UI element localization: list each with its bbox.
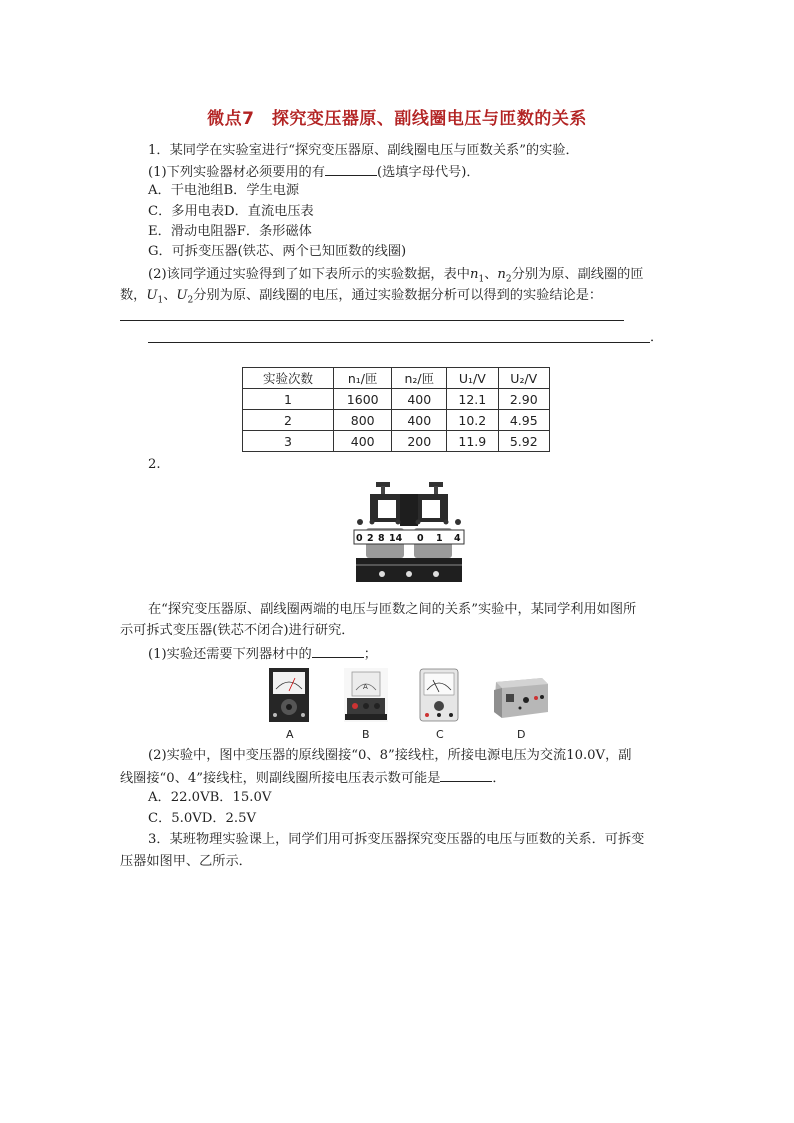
meter-label-d: D bbox=[517, 728, 526, 741]
table-cell: 4.95 bbox=[498, 410, 549, 431]
table-cell: 400 bbox=[392, 389, 447, 410]
table-header: U₂/V bbox=[498, 368, 549, 389]
q1-option-cd: C．多用电表D．直流电压表 bbox=[148, 204, 314, 219]
meter-c-image bbox=[419, 668, 459, 722]
table-cell: 1600 bbox=[333, 389, 392, 410]
meter-label-c: C bbox=[436, 728, 444, 741]
q1-option-g: G．可拆变压器(铁芯、两个已知匝数的线圈) bbox=[148, 244, 407, 259]
q1-option-ab: A．干电池组B．学生电源 bbox=[148, 183, 300, 198]
terminal-label: 14 bbox=[389, 533, 403, 544]
table-cell: 2.90 bbox=[498, 389, 549, 410]
page-title: 微点7 探究变压器原、副线圈电压与匝数的关系 bbox=[207, 109, 587, 129]
table-cell: 400 bbox=[333, 431, 392, 452]
q1-part1-prefix: (1)下列实验器材必须要用的有 bbox=[148, 165, 325, 180]
table-row bbox=[243, 431, 550, 452]
q1-part1-suffix: (选填字母代号)． bbox=[376, 165, 480, 180]
terminal-label: 0 bbox=[356, 533, 363, 544]
meter-d-image bbox=[490, 676, 550, 720]
answer-line-period: ． bbox=[650, 330, 664, 345]
transformer-figure bbox=[352, 474, 466, 590]
table-cell: 5.92 bbox=[498, 431, 549, 452]
q1-option-ef: E．滑动电阻器F．条形磁体 bbox=[148, 224, 312, 239]
table-cell: 10.2 bbox=[447, 410, 498, 431]
meter-b-image bbox=[344, 668, 388, 722]
var-u1-sub: 1 bbox=[157, 295, 164, 306]
q2-part2-blank bbox=[440, 767, 492, 782]
q3-line1: 3．某班物理实验课上，同学们用可拆变压器探究变压器的电压与匝数的关系．可拆变 bbox=[148, 832, 645, 847]
q2-part2-suffix: ． bbox=[492, 771, 506, 786]
q2-intro-line1: 在“探究变压器原、副线圈两端的电压与匝数之间的关系”实验中，某同学利用如图所 bbox=[148, 602, 637, 617]
q2-part2-prefix: 线圈接“0、4”接线柱，则副线圈所接电压表示数可能是 bbox=[120, 771, 441, 786]
q2-option-ab: A．22.0VB．15.0V bbox=[148, 790, 272, 805]
table-cell: 1 bbox=[243, 389, 334, 410]
table-cell: 800 bbox=[333, 410, 392, 431]
q2-part1-prefix: (1)实验还需要下列器材中的 bbox=[148, 647, 312, 662]
table-cell: 2 bbox=[243, 410, 334, 431]
var-n1: n bbox=[470, 267, 479, 282]
q2-part1-suffix: ； bbox=[363, 647, 377, 662]
table-header-row bbox=[243, 368, 550, 389]
q3-line2: 压器如图甲、乙所示． bbox=[120, 854, 252, 869]
answer-line-2 bbox=[148, 342, 650, 343]
var-n1-sub: 1 bbox=[478, 274, 485, 285]
var-u1: U bbox=[146, 288, 158, 303]
var-u2-sub: 2 bbox=[187, 295, 194, 306]
table-cell: 200 bbox=[392, 431, 447, 452]
q1-part1-blank bbox=[325, 161, 377, 176]
table-cell: 400 bbox=[392, 410, 447, 431]
q2-part1-blank bbox=[312, 643, 364, 658]
q1-part2-line2 bbox=[120, 286, 602, 311]
answer-line-1 bbox=[120, 320, 624, 321]
meter-a-image bbox=[268, 667, 310, 723]
q2-part2-line2 bbox=[120, 767, 506, 789]
var-u2: U bbox=[176, 288, 188, 303]
q1-part2-text-b: 分别为原、副线圈的匝 bbox=[511, 267, 644, 282]
q1-part2-sep1: 、 bbox=[484, 267, 498, 282]
table-cell: 11.9 bbox=[447, 431, 498, 452]
terminal-label: 8 bbox=[378, 533, 385, 544]
table-cell: 12.1 bbox=[447, 389, 498, 410]
table-header: n₁/匝 bbox=[333, 368, 392, 389]
table-row bbox=[243, 410, 550, 431]
q1-part2-text-a: (2)该同学通过实验得到了如下表所示的实验数据，表中 bbox=[148, 267, 470, 282]
table-header: U₁/V bbox=[447, 368, 498, 389]
var-n2-sub: 2 bbox=[505, 274, 512, 285]
table-header: n₂/匝 bbox=[392, 368, 447, 389]
q2-option-cd: C．5.0VD．2.5V bbox=[148, 811, 257, 826]
table-row bbox=[243, 389, 550, 410]
terminal-label: 2 bbox=[367, 533, 374, 544]
q2-intro-line2: 示可拆式变压器(铁芯不闭合)进行研究． bbox=[120, 623, 355, 638]
meter-label-a: A bbox=[286, 728, 294, 741]
terminal-label: 4 bbox=[454, 533, 461, 544]
var-n2: n bbox=[497, 267, 506, 282]
table-cell: 3 bbox=[243, 431, 334, 452]
terminal-label: 0 bbox=[417, 533, 424, 544]
data-table bbox=[242, 367, 550, 452]
svg-text:A: A bbox=[363, 683, 368, 691]
q1-part2-text-c: 数， bbox=[120, 288, 147, 303]
table-header: 实验次数 bbox=[243, 368, 334, 389]
q1-intro: 1．某同学在实验室进行“探究变压器原、副线圈电压与匝数关系”的实验． bbox=[148, 143, 579, 158]
meter-label-b: B bbox=[362, 728, 370, 741]
q2-part2-line1: (2)实验中，图中变压器的原线圈接“0、8”接线柱，所接电源电压为交流10.0V，副 bbox=[148, 748, 632, 763]
q1-part1 bbox=[148, 161, 480, 183]
q2-number: 2. bbox=[148, 457, 161, 472]
q1-part2-text-d: 分别为原、副线圈的电压，通过实验数据分析可以得到的实验结论是： bbox=[193, 288, 603, 303]
terminal-label: 1 bbox=[436, 533, 443, 544]
q1-part2-sep2: 、 bbox=[163, 288, 177, 303]
q2-part1 bbox=[148, 643, 377, 665]
